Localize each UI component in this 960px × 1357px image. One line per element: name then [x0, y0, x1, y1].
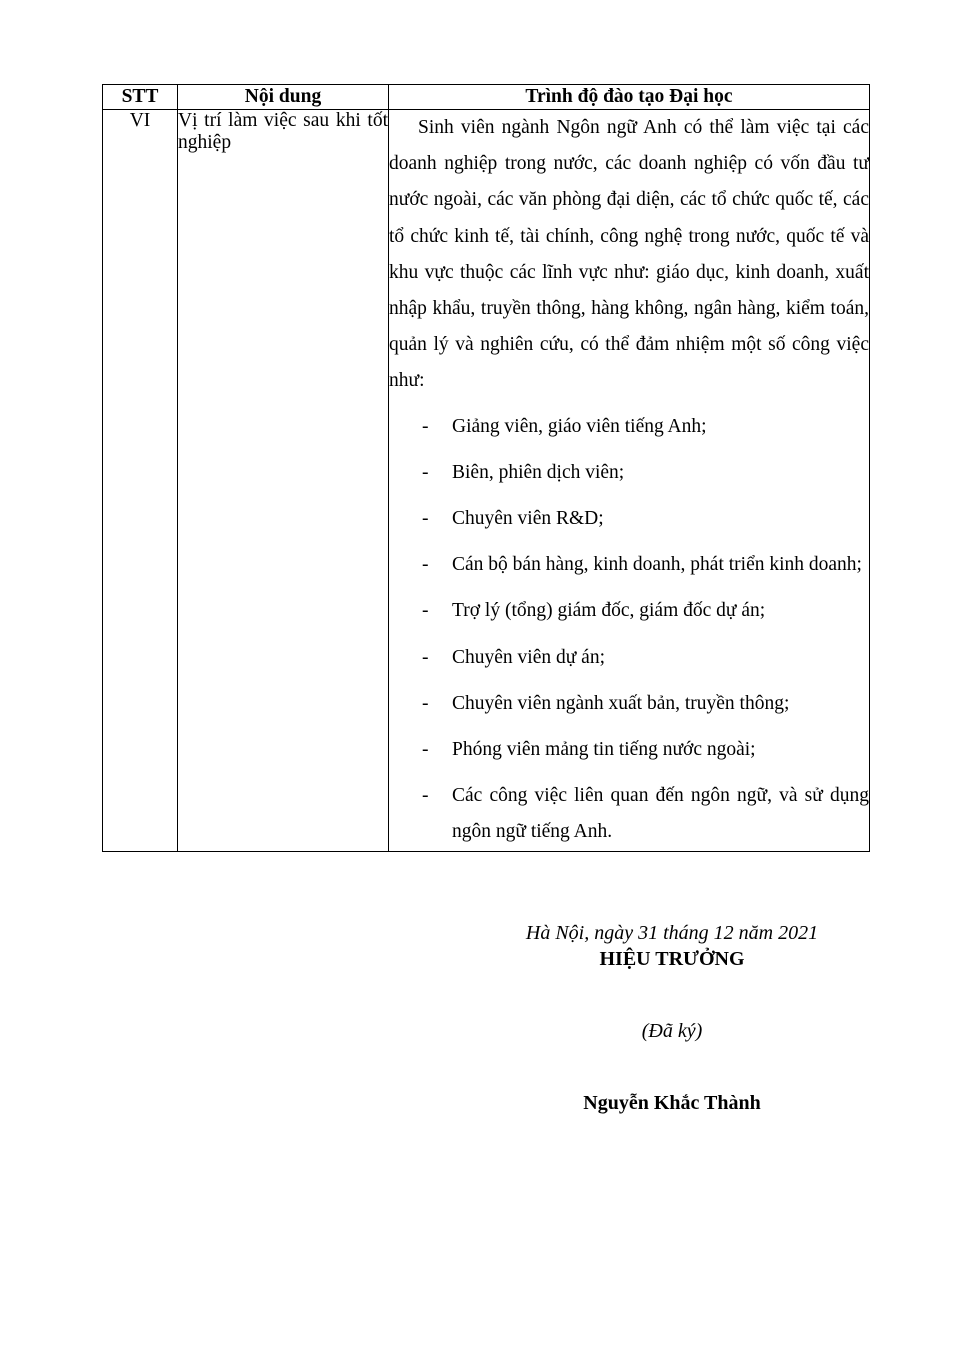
- header-content: Nội dung: [178, 85, 389, 110]
- program-table: [102, 84, 870, 852]
- row-detail: [389, 110, 870, 852]
- table-row: [103, 110, 870, 852]
- job-label: Biên, phiên dịch viên;: [452, 461, 625, 483]
- list-item: [389, 593, 869, 629]
- row-stt: VI: [103, 110, 178, 852]
- job-label: Chuyên viên ngành xuất bản, truyền thông;: [452, 692, 790, 714]
- signature-signed-note: (Đã ký): [641, 1020, 703, 1042]
- job-label: Các công việc liên quan đến ngôn ngữ, và sử dụng ngôn ngữ tiếng Anh.: [452, 785, 869, 843]
- bullet-dash: -: [422, 461, 429, 483]
- job-label: Chuyên viên dự án;: [452, 646, 606, 668]
- list-item: [389, 409, 869, 445]
- signature-block: [470, 920, 874, 1116]
- list-item: [389, 547, 869, 583]
- header-stt: STT: [103, 85, 178, 110]
- list-item: [389, 732, 869, 768]
- list-item: [389, 640, 869, 676]
- table-header-row: [103, 85, 870, 110]
- bullet-dash: -: [422, 692, 429, 714]
- job-label: Phóng viên mảng tin tiếng nước ngoài;: [452, 739, 756, 761]
- header-level: Trình độ đào tạo Đại học: [389, 85, 870, 110]
- job-label: Cán bộ bán hàng, kinh doanh, phát triển kinh doanh;: [452, 554, 862, 576]
- job-label: Giảng viên, giáo viên tiếng Anh;: [452, 415, 707, 437]
- row-content: Vị trí làm việc sau khi tốt nghiệp: [178, 110, 389, 852]
- bullet-dash: -: [422, 415, 429, 437]
- bullet-dash: -: [422, 646, 429, 668]
- signature-date: Hà Nội, ngày 31 tháng 12 năm 2021: [525, 922, 819, 944]
- list-item: [389, 501, 869, 537]
- list-item: [389, 455, 869, 491]
- jobs-list: [389, 409, 869, 851]
- list-item: [389, 778, 869, 850]
- signature-title: HIỆU TRƯỞNG: [599, 948, 745, 970]
- bullet-dash: -: [422, 739, 429, 761]
- job-label: Chuyên viên R&D;: [452, 508, 604, 530]
- detail-intro: Sinh viên ngành Ngôn ngữ Anh có thể làm việc tại các doanh nghiệp trong nước, các doanh nghiệp có vốn đầu tư nước ngoài, các văn phòng đại diện, các tổ chức quốc tế, các tổ chức kinh tế, tài chính, công nghệ trong nước, quốc tế và khu vực thuộc các lĩnh vực như: giáo dục, kinh doanh, xuất nhập khẩu, truyền thông, hàng không, ngân hàng, kiểm toán, quản lý và nghiên cứu, có thể đảm nhiệm một số công việc như:: [389, 117, 869, 392]
- list-item: [389, 686, 869, 722]
- bullet-dash: -: [422, 785, 429, 807]
- bullet-dash: -: [422, 600, 429, 622]
- bullet-dash: -: [422, 508, 429, 530]
- signatory-name: Nguyễn Khắc Thành: [583, 1092, 761, 1114]
- job-label: Trợ lý (tổng) giám đốc, giám đốc dự án;: [452, 600, 766, 622]
- bullet-dash: -: [422, 554, 429, 576]
